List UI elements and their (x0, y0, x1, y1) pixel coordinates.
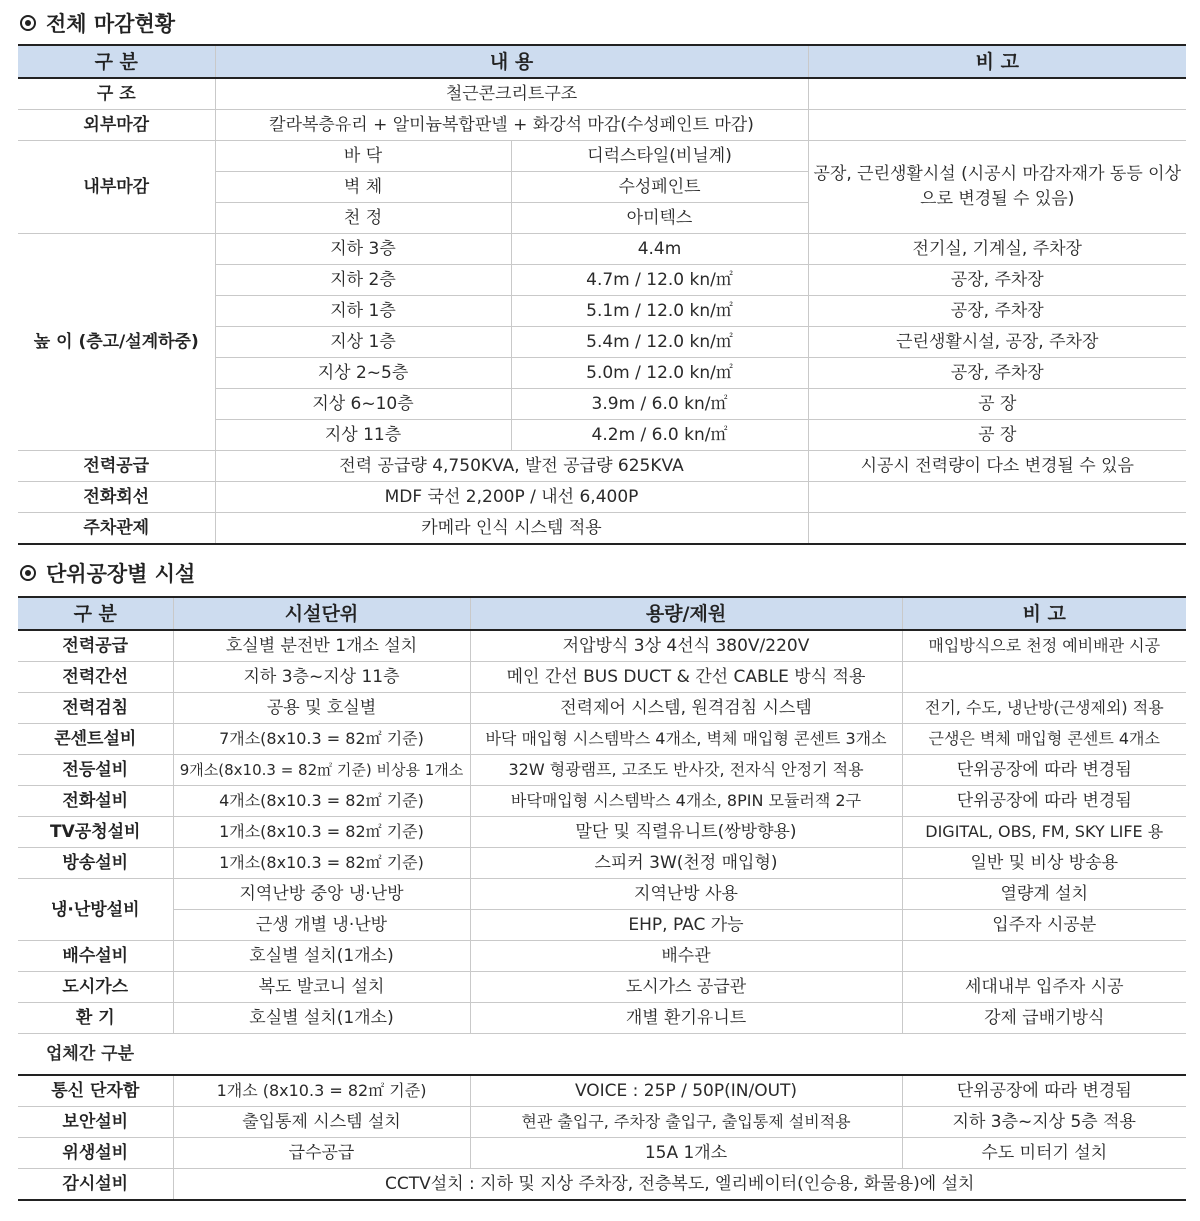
bullet-icon (20, 15, 36, 31)
table-row: 방송설비 1개소(8x10.3 = 82㎡ 기준) 스피커 3W(천정 매입형) 일반 및 비상 방송용 (18, 848, 1186, 879)
table-row: 높 이 (층고/설계하중) 지하 3층 4.4m 전기실, 기계실, 주차장 (18, 234, 1186, 265)
table-row: 내부마감 바 닥 디럭스타일(비닐계) 공장, 근린생활시설 (시공시 마감자재가 동등 이상으로 변경될 수 있음) (18, 141, 1186, 172)
table-row: 도시가스 복도 발코니 설치 도시가스 공급관 세대내부 입주자 시공 (18, 972, 1186, 1003)
header-category: 구 분 (18, 45, 215, 78)
bullet-icon (20, 565, 36, 581)
table-row: 전등설비 9개소(8x10.3 = 82㎡ 기준) 비상용 1개소 32W 형광램프, 고조도 반사갓, 전자식 안정기 적용 단위공장에 따라 변경됨 (18, 755, 1186, 786)
table-row: 전력공급 호실별 분전반 1개소 설치 저압방식 3상 4선식 380V/220V 매입방식으로 천정 예비배관 시공 (18, 630, 1186, 662)
header-note: 비 고 (902, 597, 1186, 630)
subheading-row: 업체간 구분 (18, 1034, 1186, 1076)
table-row: 근생 개별 냉·난방 EHP, PAC 가능 입주자 시공분 (18, 910, 1186, 941)
table-row: 냉·난방설비 지역난방 중앙 냉·난방 지역난방 사용 열량계 설치 (18, 879, 1186, 910)
table-row: 전화설비 4개소(8x10.3 = 82㎡ 기준) 바닥매입형 시스템박스 4개소, 8PIN 모듈러잭 2구 단위공장에 따라 변경됨 (18, 786, 1186, 817)
table-row: 지하 1층 5.1m / 12.0 kn/㎡ 공장, 주차장 (18, 296, 1186, 327)
finish-table (18, 44, 1186, 545)
header-content: 내 용 (215, 45, 808, 78)
table-row: 외부마감 칼라복층유리 + 알미늄복합판넬 + 화강석 마감(수성페인트 마감) (18, 110, 1186, 141)
table-row: TV공청설비 1개소(8x10.3 = 82㎡ 기준) 말단 및 직렬유니트(쌍방향용) DIGITAL, OBS, FM, SKY LIFE 용 (18, 817, 1186, 848)
table-row: 지하 2층 4.7m / 12.0 kn/㎡ 공장, 주차장 (18, 265, 1186, 296)
header-unit: 시설단위 (173, 597, 470, 630)
table-row: 전력검침 공용 및 호실별 전력제어 시스템, 원격검침 시스템 전기, 수도, 냉난방(근생제외) 적용 (18, 693, 1186, 724)
table-row: 전화회선 MDF 국선 2,200P / 내선 6,400P (18, 482, 1186, 513)
table-row: 지상 1층 5.4m / 12.0 kn/㎡ 근린생활시설, 공장, 주차장 (18, 327, 1186, 358)
facility-table (18, 596, 1186, 1201)
table-row: 통신 단자함 1개소 (8x10.3 = 82㎡ 기준) VOICE : 25P / 50P(IN/OUT) 단위공장에 따라 변경됨 (18, 1075, 1186, 1107)
table-row: 지상 2~5층 5.0m / 12.0 kn/㎡ 공장, 주차장 (18, 358, 1186, 389)
table-row: 감시설비 CCTV설치 : 지하 및 지상 주차장, 전층복도, 엘리베이터(인승용, 화물용)에 설치 (18, 1169, 1186, 1201)
table-row: 환 기 호실별 설치(1개소) 개별 환기유니트 강제 급배기방식 (18, 1003, 1186, 1034)
table-row: 전력간선 지하 3층~지상 11층 메인 간선 BUS DUCT & 간선 CABLE 방식 적용 (18, 662, 1186, 693)
table-row: 천 정 아미텍스 (18, 203, 1186, 234)
header-note: 비 고 (808, 45, 1186, 78)
table-row: 지상 6~10층 3.9m / 6.0 kn/㎡ 공 장 (18, 389, 1186, 420)
table-row: 주차관제 카메라 인식 시스템 적용 (18, 513, 1186, 545)
table-row: 전력공급 전력 공급량 4,750KVA, 발전 공급량 625KVA 시공시 전력량이 다소 변경될 수 있음 (18, 451, 1186, 482)
table-row: 벽 체 수성페인트 (18, 172, 1186, 203)
table-row: 배수설비 호실별 설치(1개소) 배수관 (18, 941, 1186, 972)
table-row: 보안설비 출입통제 시스템 설치 현관 출입구, 주차장 출입구, 출입통제 설비적용 지하 3층~지상 5층 적용 (18, 1107, 1186, 1138)
table-row: 콘센트설비 7개소(8x10.3 = 82㎡ 기준) 바닥 매입형 시스템박스 4개소, 벽체 매입형 콘센트 3개소 근생은 벽체 매입형 콘센트 4개소 (18, 724, 1186, 755)
section1-title: 전체 마감현황 (20, 8, 175, 38)
section2-title: 단위공장별 시설 (20, 558, 195, 588)
header-category: 구 분 (18, 597, 173, 630)
header-spec: 용량/제원 (470, 597, 902, 630)
table-row: 지상 11층 4.2m / 6.0 kn/㎡ 공 장 (18, 420, 1186, 451)
table-row: 위생설비 급수공급 15A 1개소 수도 미터기 설치 (18, 1138, 1186, 1169)
table-row: 구 조 철근콘크리트구조 (18, 78, 1186, 110)
